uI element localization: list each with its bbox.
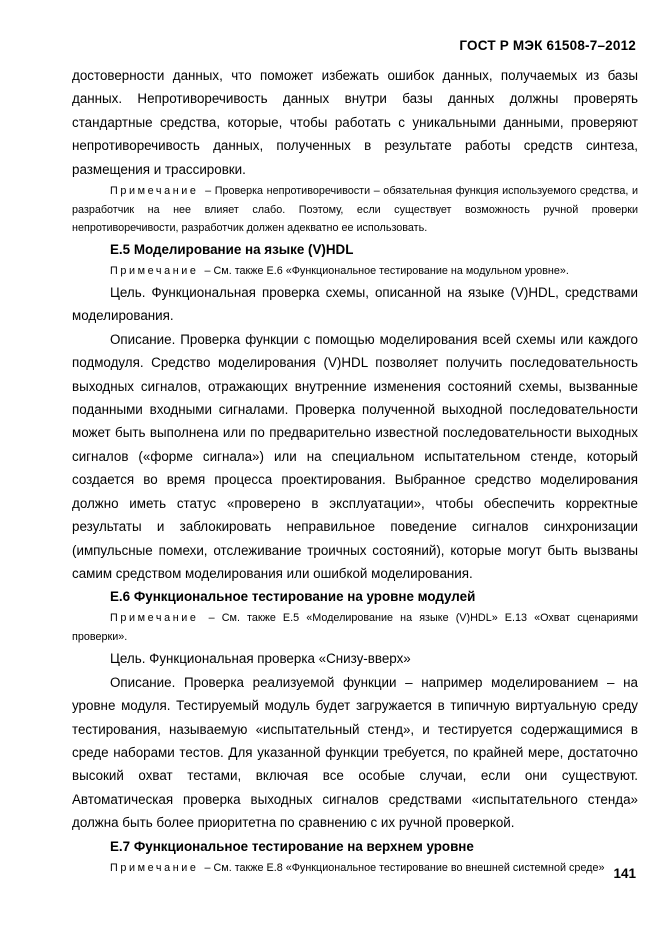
note-label: Примечание	[110, 861, 199, 874]
description-e5: Описание. Проверка функции с помощью моделирования всей схемы или каждого подмодуля. Средство моделирования (V)HDL позволяет получить последовательность выходных сигналов, отражающих внутренние изменения состояний схемы, вызванные поданными входными сигналами. Проверка полученной выходной последовательности может быть выполнена или по предварительно известной последовательности выходных сигналов («форме сигнала») или на специальном испытательном стенде, который создается во время процесса проектирования. Выбранное средство моделирования должно иметь статус «проверено в эксплуатации», чтобы обеспечить корректные результаты и заблокировать неправильное поведение сигналов синхронизации (импульсные помехи, отслеживание троичных состояний), которые могут быть вызваны самим средством моделирования или ошибкой моделирования.	[72, 331, 638, 581]
running-header: ГОСТ Р МЭК 61508-7–2012	[459, 38, 636, 53]
goal-e6: Цель. Функциональная проверка «Снизу-вверх»	[110, 651, 411, 667]
note-e6	[72, 609, 638, 646]
note-e7	[72, 859, 638, 878]
note-e5	[72, 262, 638, 281]
note-consistency	[72, 182, 638, 238]
page-body	[72, 64, 638, 878]
section-heading-e5: Е.5 Моделирование на языке (V)HDL	[110, 241, 354, 257]
page-number: 141	[613, 866, 636, 881]
description-e6: Описание. Проверка реализуемой функции – например моделированием – на уровне модуля. Тестируемый модуль будет загружается в типичную виртуальную среду тестирования, называемую «испытательный стенд», и тестируется содержащимися в среде наборами тестов. Для указанной функции требуется, по крайней мере, достаточно высокий охват тестами, включая все особые случаи, если они существуют. Автоматическая проверка выходных сигналов средствами «испытательного стенда» должна быть более приоритетна по сравнению с их ручной проверкой.	[72, 674, 638, 831]
paragraph-continuation: достоверности данных, что поможет избежать ошибок данных, получаемых из базы данных. Непротиворечивость данных внутри базы данных должны проверять стандартные средства, которые, чтобы работать с уникальными данными, проверяют непротиворечивость данных, полученных в результате работы средств синтеза, размещения и трассировки.	[72, 68, 638, 177]
section-heading-e7: Е.7 Функциональное тестирование на верхнем уровне	[110, 838, 474, 854]
note-text: – Проверка непротиворечивости – обязательная функция используемого средства, и разработчик на нее влияет слабо. Поэтому, если существует возможность ручной проверки непротиворечивости, разработчик должен адекватно ее использовать.	[72, 185, 638, 235]
section-heading-e6: Е.6 Функциональное тестирование на уровне модулей	[110, 589, 476, 605]
note-text: – См. также Е.8 «Функциональное тестирование во внешней системной среде»	[204, 861, 605, 874]
note-label: Примечание	[110, 612, 199, 625]
note-label: Примечание	[110, 185, 199, 198]
note-text: – См. также Е.5 «Моделирование на языке (V)HDL» Е.13 «Охват сценариями проверки».	[72, 612, 639, 643]
note-text: – См. также Е.6 «Функциональное тестирование на модульном уровне».	[204, 264, 569, 277]
note-label: Примечание	[110, 264, 199, 277]
goal-e5: Цель. Функциональная проверка схемы, описанной на языке (V)HDL, средствами моделирования.	[72, 285, 638, 324]
